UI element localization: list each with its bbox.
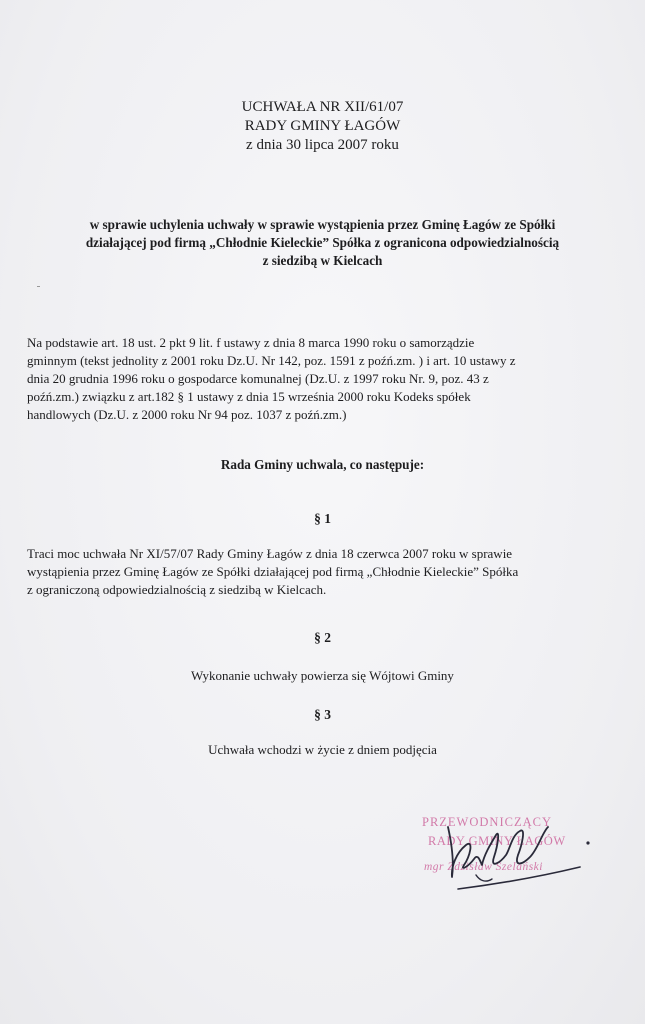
section-1-line: wystąpienia przez Gminę Łagów ze Spółki działającej pod firmą „Chłodnie Kieleckie” Spółka <box>27 564 519 579</box>
legal-basis-line: Na podstawie art. 18 ust. 2 pkt 9 lit. f ustawy z dnia 8 marca 1990 roku o samorządzie <box>27 335 475 350</box>
council-name: RADY GMINY ŁAGÓW <box>244 118 401 134</box>
section-1-sign: § 1 <box>314 511 331 526</box>
legal-basis-line: gminnym (tekst jednolity z 2001 roku Dz.U. Nr 142, poz. 1591 z poźń.zm. ) i art. 10 ustawy z <box>27 353 516 368</box>
legal-basis-line: dnia 20 grudnia 1996 roku o gospodarce komunalnej (Dz.U. z 1997 roku Nr. 9, poz. 43 z <box>27 371 489 386</box>
subject-line: w sprawie uchylenia uchwały w sprawie wystąpienia przez Gminę Łagów ze Spółki <box>89 217 556 232</box>
section-2-sign: § 2 <box>314 630 331 645</box>
subject-line: z siedzibą w Kielcach <box>262 253 383 268</box>
section-3-text: Uchwała wchodzi w życie z dniem podjęcia <box>208 742 437 757</box>
resolution-header <box>0 98 645 155</box>
stamp-council: RADY GMINY ŁAGÓW <box>428 834 566 848</box>
resolution-number: UCHWAŁA NR XII/61/07 <box>241 99 404 115</box>
legal-basis-line: poźń.zm.) związku z art.182 § 1 ustawy z dnia 15 września 2000 roku Kodeks spółek <box>27 389 471 404</box>
resolution-date: z dnia 30 lipca 2007 roku <box>246 137 399 153</box>
council-decides-heading: Rada Gminy uchwala, co następuje: <box>220 457 425 472</box>
stamp-title: PRZEWODNICZĄCY <box>422 815 552 829</box>
legal-basis <box>27 334 607 424</box>
legal-basis-line: handlowych (Dz.U. z 2000 roku Nr 94 poz. 1037 z poźń.zm.) <box>27 407 347 422</box>
section-3-sign: § 3 <box>314 707 331 722</box>
section-1-text <box>27 545 607 599</box>
handwritten-signature <box>430 805 600 900</box>
subject-line: działającej pod firmą „Chłodnie Kieleckie” Spółka z ogranicona odpowiedzialnością <box>85 235 560 250</box>
scan-speck <box>37 286 40 287</box>
section-1-line: z ograniczoną odpowiedzialnością z siedzibą w Kielcach. <box>27 582 327 597</box>
resolution-subject <box>40 216 605 270</box>
stamp-name: mgr Zdzisław Szelański <box>424 861 543 873</box>
section-2-text: Wykonanie uchwały powierza się Wójtowi Gminy <box>191 668 454 683</box>
section-1-line: Traci moc uchwała Nr XI/57/07 Rady Gminy Łagów z dnia 18 czerwca 2007 roku w sprawie <box>27 546 513 561</box>
